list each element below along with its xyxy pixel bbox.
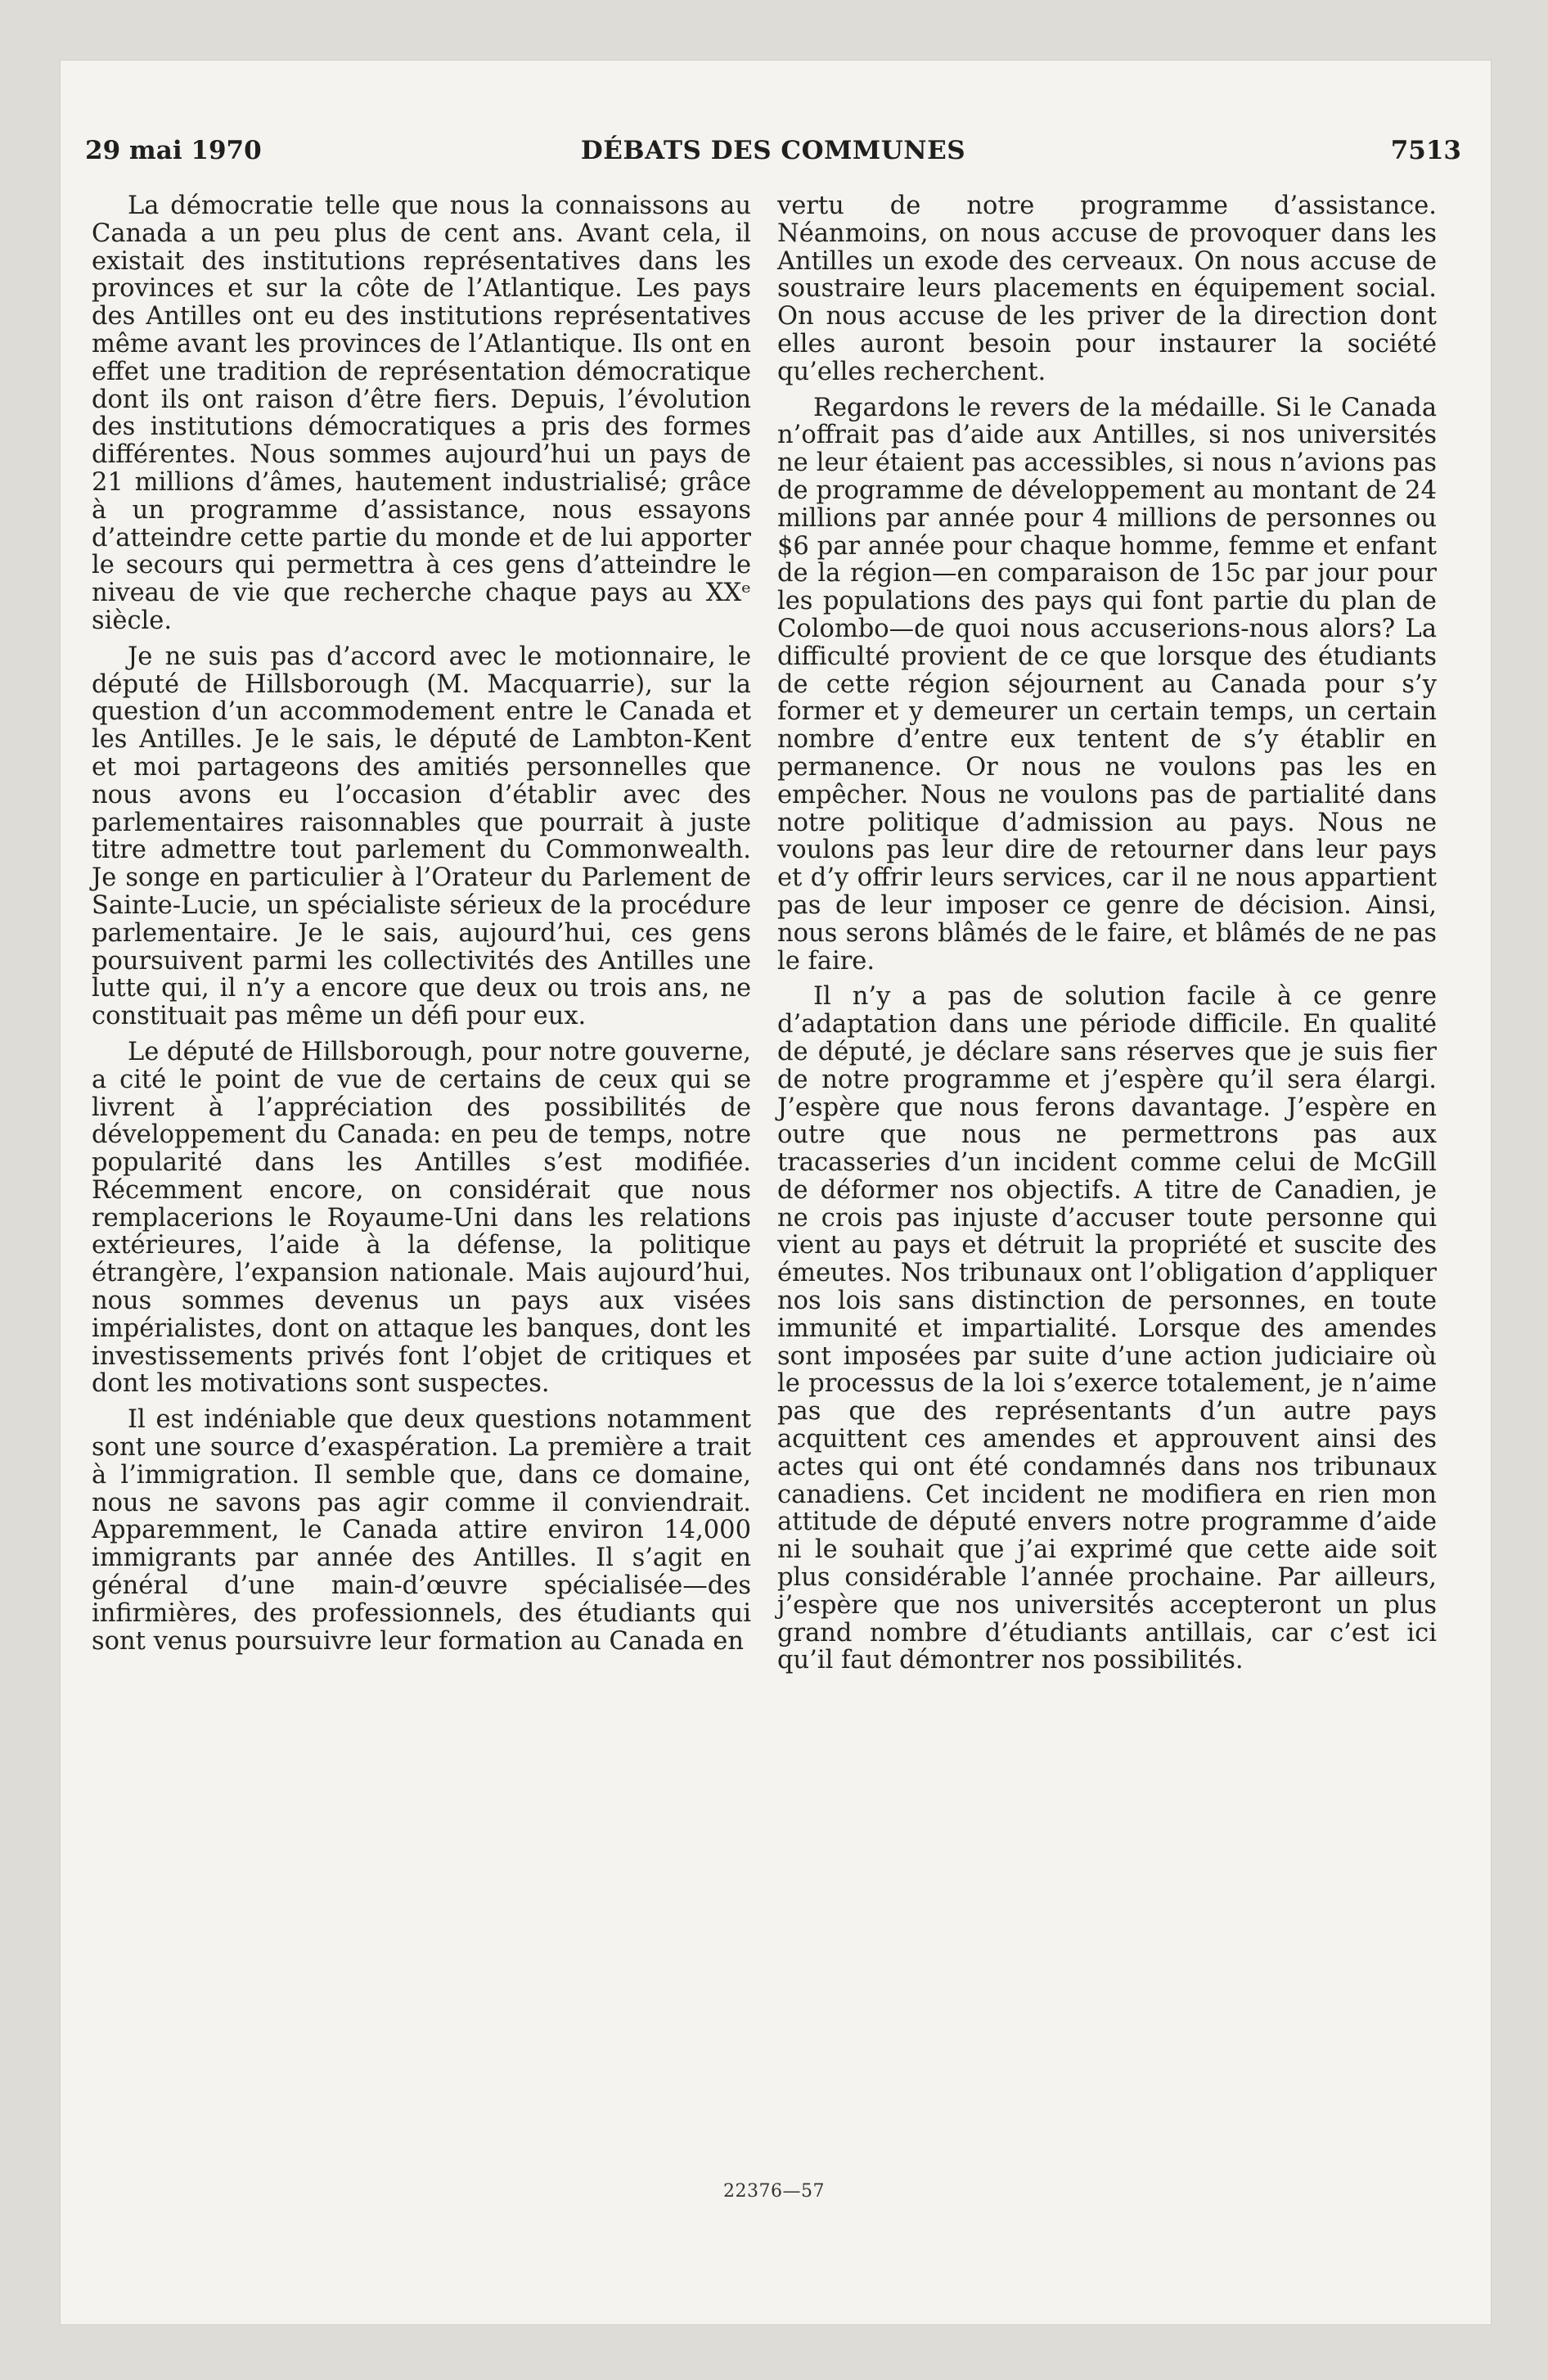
page-number: 7513 [1390,136,1461,165]
header-title: DÉBATS DES COMMUNES [580,136,966,165]
paragraph: Regardons le revers de la médaille. Si le Canada n’offrait pas d’aide aux Antilles, si nos universités ne leur étaient pas accessibles, si nous n’avions pas de programme de développement au montant de 24 millions par année pour 4 millions de personnes ou $6 par année pour chaque homme, femme et enfant de la région—en comparaison de 15c par jour pour les populations des pays qui font partie du plan de Colombo—de quoi nous accuserions-nous alors? La difficulté provient de ce que lorsque des étudiants de cette région séjournent au Canada pour s’y former et y demeurer un certain temps, un certain nombre d’entre eux tentent de s’y établir en permanence. Or nous ne voulons pas les en empêcher. Nous ne voulons pas de partialité dans notre politique d’admission au pays. Nous ne voulons pas leur dire de retourner dans leur pays et d’y offrir leurs services, car il ne nous appartient pas de leur imposer ce genre de décision. Ainsi, nous serons blâmés de le faire, et blâmés de ne pas le faire. [777,393,1437,976]
left-column [92,192,751,1663]
header-date: 29 mai 1970 [85,136,262,165]
paragraph: vertu de notre programme d’assistance. Néanmoins, on nous accuse de provoquer dans les Antilles un exode des cerveaux. On nous accuse de soustraire leurs placements en équipement social. On nous accuse de les priver de la direction dont elles auront besoin pour instaurer la société qu’elles recherchent. [777,192,1437,386]
signature-folio: 22376—57 [723,2181,825,2202]
right-column [777,192,1437,1683]
paragraph: Il est indéniable que deux questions notamment sont une source d’exaspération. La première a trait à l’immigration. Il semble que, dans ce domaine, nous ne savons pas agir comme il conviendrait. Apparemment, le Canada attire environ 14,000 immigrants par année des Antilles. Il s’agit en général d’une main-d’œuvre spécialisée—des infirmières, des professionnels, des étudiants qui sont venus poursuivre leur formation au Canada en [92,1405,751,1656]
paragraph: Le député de Hillsborough, pour notre gouverne, a cité le point de vue de certains de ceux qui se livrent à l’appréciation des possibilités de développement du Canada: en peu de temps, notre popularité dans les Antilles s’est modifiée. Récemment encore, on considérait que nous remplacerions le Royaume-Uni dans les relations extérieures, l’aide à la défense, la politique étrangère, l’expansion nationale. Mais aujourd’hui, nous sommes devenus un pays aux visées impérialistes, dont on attaque les banques, dont les investissements privés font l’objet de critiques et dont les motivations sont suspectes. [92,1037,751,1399]
paragraph: Je ne suis pas d’accord avec le motionnaire, le député de Hillsborough (M. Macquarrie), sur la question d’un accommodement entre le Canada et les Antilles. Je le sais, le député de Lambton-Kent et moi partageons des amitiés personnelles que nous avons eu l’occasion d’établir avec des parlementaires raisonnables que pourrait à juste titre admettre tout parlement du Commonwealth. Je songe en particulier à l’Orateur du Parlement de Sainte-Lucie, un spécialiste sérieux de la procédure parlementaire. Je le sais, aujourd’hui, ces gens poursuivent parmi les collectivités des Antilles une lutte qui, il n’y a encore que deux ou trois ans, ne constituait pas même un défi pour eux. [92,642,751,1031]
paragraph: Il n’y a pas de solution facile à ce genre d’adaptation dans une période difficile. En qualité de député, je déclare sans réserves que je suis fier de notre programme et j’espère qu’il sera élargi. J’espère que nous ferons davantage. J’espère en outre que nous ne permettrons pas aux tracasseries d’un incident comme celui de McGill de déformer nos objectifs. A titre de Canadien, je ne crois pas injuste d’accuser toute personne qui vient au pays et détruit la propriété et suscite des émeutes. Nos tribunaux ont l’obligation d’appliquer nos lois sans distinction de personnes, en toute immunité et impartialité. Lorsque des amendes sont imposées par suite d’une action judiciaire où le processus de la loi s’exerce totalement, je n’aime pas que des représentants d’un autre pays acquittent ces amendes et approuvent ainsi des actes qui ont été condamnés dans nos tribunaux canadiens. Cet incident ne modifiera en rien mon attitude de député envers notre programme d’aide ni le souhait que j’ai exprimé que cette aide soit plus considérable l’année prochaine. Par ailleurs, j’espère que nos universités accepteront un plus grand nombre d’étudiants antillais, car c’est ici qu’il faut démontrer nos possibilités. [777,982,1437,1675]
running-header [85,136,1461,177]
paragraph: La démocratie telle que nous la connaissons au Canada a un peu plus de cent ans. Avant cela, il existait des institutions représentatives dans les provinces et sur la côte de l’Atlantique. Les pays des Antilles ont eu des institutions représentatives même avant les provinces de l’Atlantique. Ils ont en effet une tradition de représentation démocratique dont ils ont raison d’être fiers. Depuis, l’évolution des institutions démocratiques a pris des formes différentes. Nous sommes aujourd’hui un pays de 21 millions d’âmes, hautement industrialisé; grâce à un programme d’assistance, nous essayons d’atteindre cette partie du monde et de lui apporter le secours qui permettra à ces gens d’atteindre le niveau de vie que recherche chaque pays au XXᵉ siècle. [92,192,751,635]
